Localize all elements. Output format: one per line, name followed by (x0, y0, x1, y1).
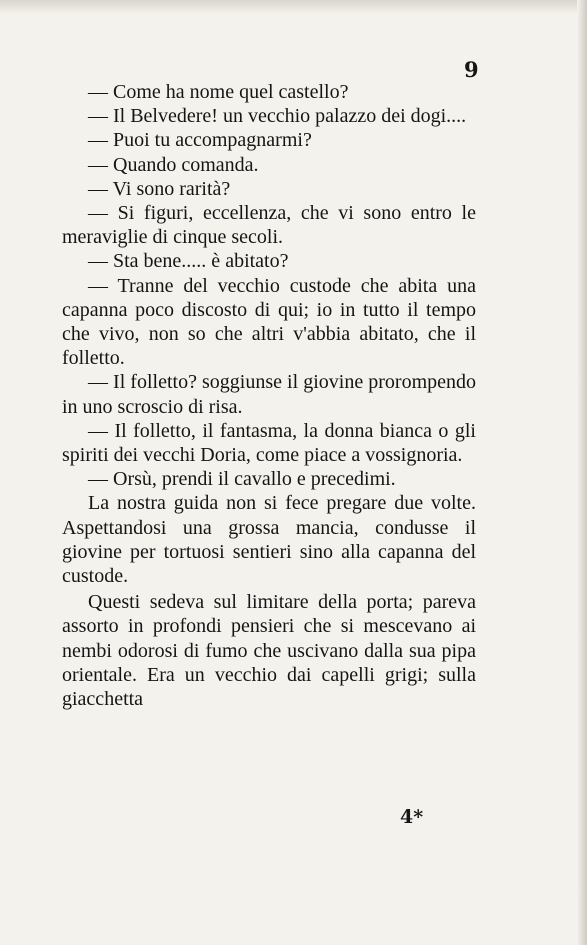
paragraph: — Vi sono rarità? (88, 177, 231, 200)
paragraph: — Puoi tu accompagnarmi? (88, 129, 312, 152)
paragraph: — Orsù, prendi il cavallo e precedimi. (88, 468, 396, 491)
body-text (62, 80, 476, 711)
paragraph: Questi sedeva sul limitare della porta; pareva assorto in profondi pensieri che si mescevano ai nembi odorosi di fumo che uscivano dalla sua pipa orientale. Era un vecchio dai capelli grigi; sulla giacchetta (62, 591, 476, 711)
paragraph: — Come ha nome quel castello? (88, 81, 349, 103)
page-right-edge (577, 0, 587, 945)
page-number: 9 (464, 57, 479, 82)
paragraph: La nostra guida non si fece pregare due volte. Aspettandosi una grossa mancia, condusse il giovine per tortuosi sentieri sino alla capanna del custode. (62, 492, 476, 588)
paragraph: — Sta bene..... è abitato? (88, 250, 289, 273)
paragraph: — Quando comanda. (88, 153, 259, 176)
paragraph: — Tranne del vecchio custode che abita una capanna poco discosto di qui; io in tutto il tempo che vivo, non so che altri v'abbia abitato, che il folletto. (62, 274, 476, 370)
paragraph: — Il folletto? soggiunse il giovine prorompendo in uno scroscio di risa. (62, 371, 476, 418)
paragraph: — Il Belvedere! un vecchio palazzo dei dogi.... (88, 105, 467, 128)
page-top-edge (0, 0, 587, 14)
signature-mark: 4* (400, 806, 424, 828)
paragraph: — Si figuri, eccellenza, che vi sono entro le meraviglie di cinque secoli. (62, 202, 476, 249)
paragraph: — Il folletto, il fantasma, la donna bianca o gli spiriti dei vecchi Doria, come piace a vossignoria. (62, 419, 476, 467)
